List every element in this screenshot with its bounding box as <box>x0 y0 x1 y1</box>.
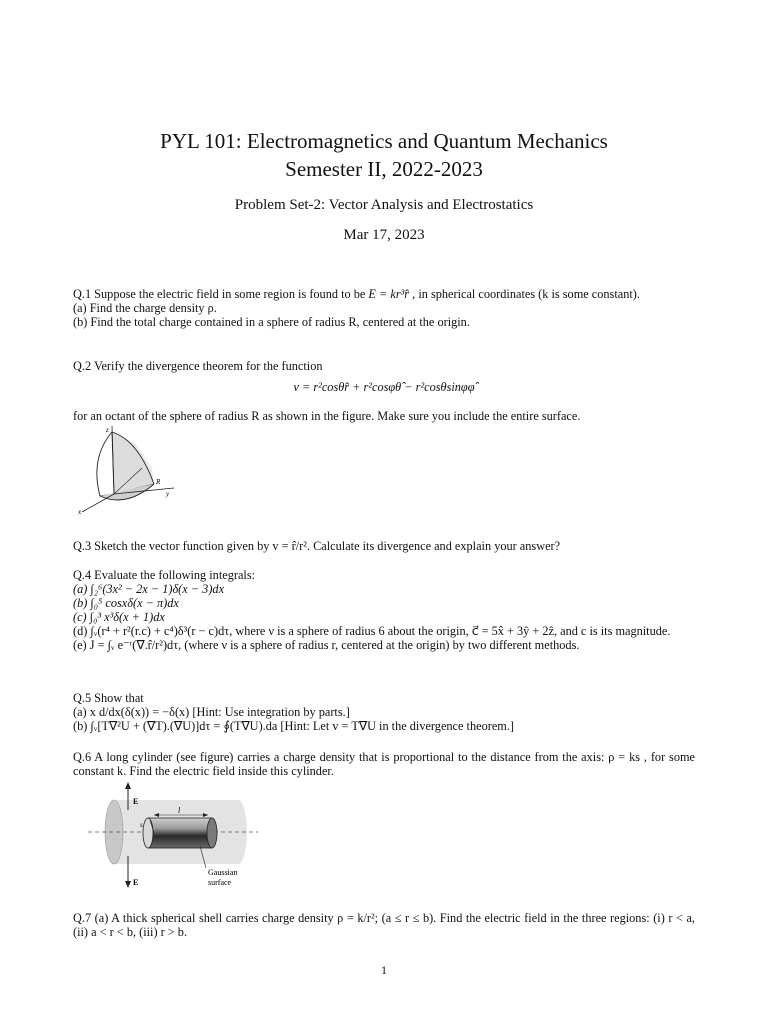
cylinder-label-l: l <box>178 806 181 815</box>
question-2 <box>73 359 695 373</box>
q1-rest: , in spherical coordinates (k is some constant). <box>412 287 640 301</box>
q1-field: E = kr³r̂ <box>368 287 410 301</box>
document-date: Mar 17, 2023 <box>343 227 425 243</box>
q4-part-c: (c) ∫₀³ x³δ(x + 1)dx <box>73 610 165 624</box>
document-title: PYL 101: Electromagnetics and Quantum Mechanics <box>160 129 608 153</box>
q2-after-text: for an octant of the sphere of radius R as shown in the figure. Make sure you include the entire surface. <box>73 409 581 423</box>
question-4 <box>73 568 695 652</box>
q5-part-b: (b) ∫ᵥ[T∇²U + (∇T).(∇U)]dτ = ∮(T∇U).da [Hint: Let v = T∇U in the divergence theorem.] <box>73 719 515 733</box>
octant-figure <box>76 424 186 516</box>
cylinder-label-surface: surface <box>208 878 232 887</box>
cylinder-label-gaussian: Gaussian <box>208 868 238 877</box>
q5-part-a: (a) x d/dx(δ(x)) = −δ(x) [Hint: Use integration by parts.] <box>73 705 350 719</box>
q1-statement <box>73 287 695 301</box>
q2-intro: Q.2 Verify the divergence theorem for the function <box>73 359 323 373</box>
octant-label-x: x <box>78 508 82 516</box>
question-7 <box>73 911 695 939</box>
q1-part-b: (b) Find the total charge contained in a sphere of radius R, centered at the origin. <box>73 315 470 329</box>
question-1 <box>73 287 695 329</box>
cylinder-label-E-bottom: E <box>133 878 139 887</box>
question-6 <box>73 750 695 778</box>
q2-equation: v = r²cosθr̂ + r²cosφθ̂ − r²cosθsinφφ̂ <box>293 380 475 394</box>
q1-part-a: (a) Find the charge density ρ. <box>73 301 217 315</box>
cylinder-figure <box>88 780 258 892</box>
q4-intro: Q.4 Evaluate the following integrals: <box>73 568 256 582</box>
octant-label-z: z <box>106 426 109 434</box>
document-subtitle: Problem Set-2: Vector Analysis and Electrostatics <box>234 197 534 213</box>
q1-intro: Q.1 Suppose the electric field in some region is found to be <box>73 287 366 301</box>
page-number: 1 <box>381 963 387 977</box>
octant-label-R: R <box>156 478 161 486</box>
q5-intro: Q.5 Show that <box>73 691 144 705</box>
q2-after <box>73 409 695 423</box>
cylinder-label-E-top: E <box>133 797 139 806</box>
octant-label-y: y <box>166 490 170 498</box>
q4-part-b: (b) ∫₀⁵ cosxδ(x − π)dx <box>73 596 179 610</box>
q4-part-d: (d) ∫ᵥ(r⁴ + r²(r.c) + c⁴)δ³(r − c)dτ, where ν is a sphere of radius 6 about the origin, c⃗ = 5x̂ + 3ŷ + 2ẑ, and c is its magnitude. <box>73 624 671 638</box>
q3-text: Q.3 Sketch the vector function given by v = r̂/r². Calculate its divergence and explain your answer? <box>73 539 561 553</box>
q6-text: Q.6 A long cylinder (see figure) carries a charge density that is proportional to the distance from the axis: ρ = ks , for some constant k. Find the electric field inside this cylinder. <box>73 750 695 778</box>
question-3 <box>73 539 695 553</box>
q7-text: Q.7 (a) A thick spherical shell carries charge density ρ = k/r²; (a ≤ r ≤ b). Find the electric field in the three regions: (i) r < a, (ii) a < r < b, (iii) r > b. <box>73 911 695 939</box>
q4-part-a: (a) ∫₂⁶(3x² − 2x − 1)δ(x − 3)dx <box>73 582 225 596</box>
cylinder-label-s: s <box>140 821 143 829</box>
document-semester: Semester II, 2022-2023 <box>285 157 483 181</box>
q4-part-e: (e) J = ∫ᵥ e⁻ʳ(∇.r̂/r²)dτ, (where ν is a sphere of radius r, centered at the origin) by two different methods. <box>73 638 580 652</box>
question-5 <box>73 691 695 733</box>
